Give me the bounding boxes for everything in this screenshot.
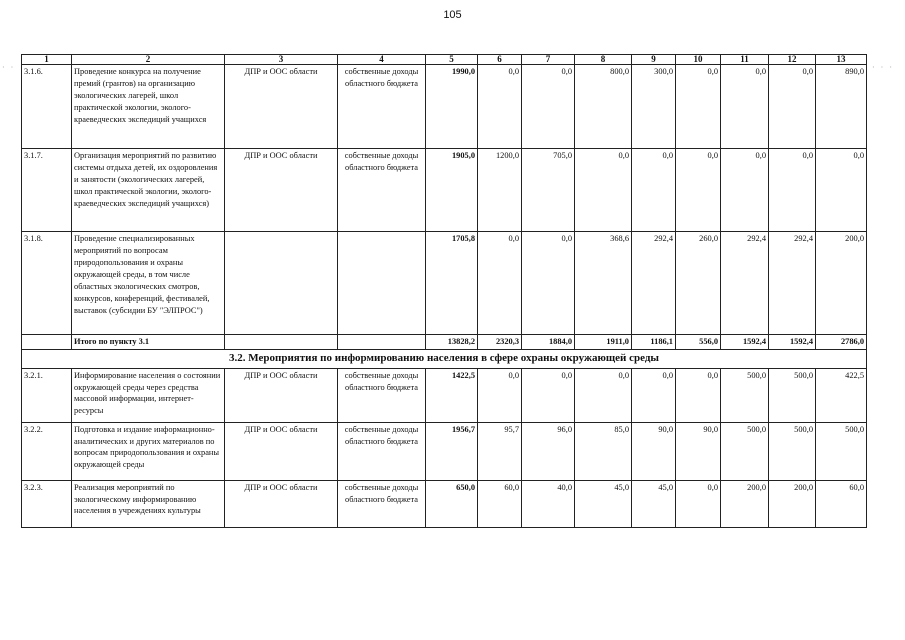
year-amount: 500,0: [769, 368, 816, 422]
activity-name: Организация мероприятий по развитию системы отдыха детей, их оздоровления и занятости (экологических лагерей, школ практической экологии, эколого-краеведческих экспедиций учащихся): [72, 149, 225, 232]
year-amount: 1186,1: [632, 335, 676, 350]
executor: [225, 232, 338, 335]
year-amount: 0,0: [721, 149, 769, 232]
column-header: 5: [426, 55, 478, 65]
year-amount: 0,0: [676, 65, 721, 149]
year-amount: 0,0: [478, 232, 522, 335]
executor: ДПР и ООС области: [225, 480, 338, 527]
executor: ДПР и ООС области: [225, 65, 338, 149]
column-header: 4: [338, 55, 426, 65]
year-amount: 422,5: [816, 368, 867, 422]
row-number: 3.2.2.: [22, 422, 72, 480]
year-amount: 705,0: [522, 149, 575, 232]
year-amount: 0,0: [721, 65, 769, 149]
activity-name: Информирование населения о состоянии окружающей среды через средства массовой информации, интернет-ресурсы: [72, 368, 225, 422]
year-amount: 0,0: [575, 149, 632, 232]
year-amount: 300,0: [632, 65, 676, 149]
year-amount: 0,0: [478, 368, 522, 422]
executor: ДПР и ООС области: [225, 149, 338, 232]
funding-source: собственные доходы областного бюджета: [338, 480, 426, 527]
year-amount: 500,0: [721, 368, 769, 422]
funding-source: [338, 335, 426, 350]
year-amount: 45,0: [632, 480, 676, 527]
row-number: 3.1.8.: [22, 232, 72, 335]
activity-name: Проведение специализированных мероприятий по вопросам природопользования и охраны окружающей среды, в том числе областных экологических смотров, конкурсов, конференций, фестивалей, выставок (субсидии БУ "ЭЛПРОС"): [72, 232, 225, 335]
column-header: 3: [225, 55, 338, 65]
year-amount: 96,0: [522, 422, 575, 480]
year-amount: 0,0: [769, 65, 816, 149]
executor: ДПР и ООС области: [225, 368, 338, 422]
row-number: 3.2.3.: [22, 480, 72, 527]
subtotal-row: [22, 335, 867, 350]
year-amount: 0,0: [769, 149, 816, 232]
year-amount: 260,0: [676, 232, 721, 335]
year-amount: 200,0: [816, 232, 867, 335]
year-amount: 60,0: [478, 480, 522, 527]
funding-source: собственные доходы областного бюджета: [338, 149, 426, 232]
year-amount: 292,4: [721, 232, 769, 335]
budget-table: [21, 54, 867, 528]
year-amount: 1592,4: [721, 335, 769, 350]
column-header: 13: [816, 55, 867, 65]
year-amount: 40,0: [522, 480, 575, 527]
year-amount: 500,0: [816, 422, 867, 480]
total-amount: 1905,0: [426, 149, 478, 232]
year-amount: 0,0: [676, 480, 721, 527]
row-number: 3.1.7.: [22, 149, 72, 232]
table-row: [22, 480, 867, 527]
year-amount: 2786,0: [816, 335, 867, 350]
year-amount: 0,0: [676, 149, 721, 232]
year-amount: 2320,3: [478, 335, 522, 350]
funding-source: [338, 232, 426, 335]
section-title: 3.2. Мероприятия по информированию населения в сфере охраны окружающей среды: [22, 350, 867, 369]
total-amount: 1990,0: [426, 65, 478, 149]
row-number: [22, 335, 72, 350]
section-header-row: [22, 350, 867, 369]
column-header: 11: [721, 55, 769, 65]
subtotal-label: Итого по пункту 3.1: [72, 335, 225, 350]
year-amount: 0,0: [478, 65, 522, 149]
year-amount: 90,0: [676, 422, 721, 480]
executor: [225, 335, 338, 350]
year-amount: 0,0: [522, 232, 575, 335]
year-amount: 1911,0: [575, 335, 632, 350]
year-amount: 500,0: [721, 422, 769, 480]
scan-artifact-right: · · ·: [872, 63, 894, 72]
activity-name: Подготовка и издание информационно-аналитических и других материалов по вопросам природопользования и охраны окружающей среды: [72, 422, 225, 480]
column-header: 10: [676, 55, 721, 65]
column-header: 7: [522, 55, 575, 65]
year-amount: 95,7: [478, 422, 522, 480]
year-amount: 0,0: [522, 368, 575, 422]
column-header: 8: [575, 55, 632, 65]
year-amount: 1200,0: [478, 149, 522, 232]
year-amount: 800,0: [575, 65, 632, 149]
year-amount: 0,0: [816, 149, 867, 232]
year-amount: 292,4: [632, 232, 676, 335]
year-amount: 890,0: [816, 65, 867, 149]
column-number-row: [22, 55, 867, 65]
table-row: [22, 422, 867, 480]
year-amount: 0,0: [676, 368, 721, 422]
column-header: 12: [769, 55, 816, 65]
activity-name: Реализация мероприятий по экологическому информированию населения в учреждениях культуры: [72, 480, 225, 527]
column-header: 2: [72, 55, 225, 65]
total-amount: 1422,5: [426, 368, 478, 422]
year-amount: 368,6: [575, 232, 632, 335]
column-header: 1: [22, 55, 72, 65]
year-amount: 0,0: [522, 65, 575, 149]
row-number: 3.2.1.: [22, 368, 72, 422]
scan-artifact-left: · ·: [2, 63, 16, 72]
table-row: [22, 232, 867, 335]
total-amount: 13828,2: [426, 335, 478, 350]
column-header: 9: [632, 55, 676, 65]
year-amount: 90,0: [632, 422, 676, 480]
year-amount: 0,0: [575, 368, 632, 422]
year-amount: 200,0: [769, 480, 816, 527]
row-number: 3.1.6.: [22, 65, 72, 149]
year-amount: 1884,0: [522, 335, 575, 350]
table-row: [22, 65, 867, 149]
funding-source: собственные доходы областного бюджета: [338, 422, 426, 480]
column-header: 6: [478, 55, 522, 65]
year-amount: 60,0: [816, 480, 867, 527]
year-amount: 1592,4: [769, 335, 816, 350]
year-amount: 85,0: [575, 422, 632, 480]
year-amount: 0,0: [632, 149, 676, 232]
year-amount: 45,0: [575, 480, 632, 527]
year-amount: 500,0: [769, 422, 816, 480]
funding-source: собственные доходы областного бюджета: [338, 368, 426, 422]
executor: ДПР и ООС области: [225, 422, 338, 480]
year-amount: 200,0: [721, 480, 769, 527]
activity-name: Проведение конкурса на получение премий (грантов) на организацию экологических лагерей, школ практической экологии, эколого-краеведческих экспедиций учащихся: [72, 65, 225, 149]
table-row: [22, 368, 867, 422]
year-amount: 556,0: [676, 335, 721, 350]
total-amount: 650,0: [426, 480, 478, 527]
funding-source: собственные доходы областного бюджета: [338, 65, 426, 149]
total-amount: 1956,7: [426, 422, 478, 480]
total-amount: 1705,8: [426, 232, 478, 335]
page-number: 105: [443, 9, 462, 21]
year-amount: 0,0: [632, 368, 676, 422]
year-amount: 292,4: [769, 232, 816, 335]
table-row: [22, 149, 867, 232]
